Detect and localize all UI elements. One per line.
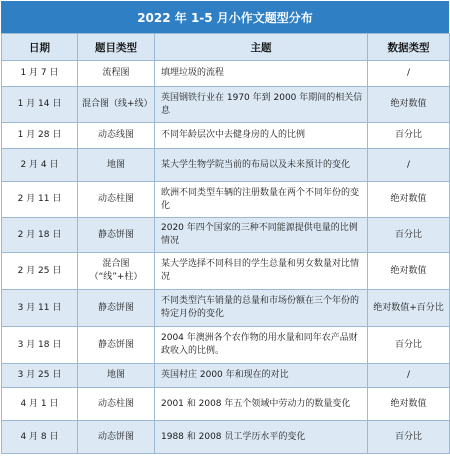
cell-date: 1 月 28 日 [2, 123, 78, 149]
cell-type: 静态饼图 [78, 327, 155, 364]
cell-topic: 1988 和 2008 员工学历水平的变化 [155, 421, 368, 454]
cell-type: 动态柱图 [78, 388, 155, 421]
table-row [2, 218, 450, 253]
cell-topic: 欧洲不同类型车辆的注册数量在两个不同年份的变化 [155, 182, 368, 218]
cell-type: 动态柱图 [78, 182, 155, 218]
cell-topic: 2020 年四个国家的三种不同能源提供电量的比例情况 [155, 218, 368, 253]
cell-date: 1 月 14 日 [2, 87, 78, 123]
cell-topic: 2001 和 2008 年五个领域中劳动力的数量变化 [155, 388, 368, 421]
cell-data-type: 百分比 [368, 218, 450, 253]
cell-topic: 某大学生物学院当前的布局以及未来预计的变化 [155, 149, 368, 182]
schedule-table [1, 33, 450, 454]
cell-data-type: 百分比 [368, 123, 450, 149]
header-date: 日期 [2, 34, 78, 61]
cell-type: 静态饼图 [78, 218, 155, 253]
table-row [2, 327, 450, 364]
table-row [2, 421, 450, 454]
cell-type: 混合图（“线”+柱） [78, 253, 155, 290]
cell-date: 3 月 11 日 [2, 290, 78, 327]
cell-topic: 英国村庄 2000 年和现在的对比 [155, 364, 368, 388]
cell-topic: 2004 年澳洲各个农作物的用水量和同年农产品财政收入的比例。 [155, 327, 368, 364]
header-row [2, 34, 450, 61]
table-row [2, 253, 450, 290]
cell-date: 2 月 18 日 [2, 218, 78, 253]
header-topic: 主题 [155, 34, 368, 61]
cell-data-type: 绝对数值 [368, 253, 450, 290]
cell-data-type: 绝对数值 [368, 87, 450, 123]
cell-topic: 不同类型汽车销量的总量和市场份额在三个年份的特定月份的变化 [155, 290, 368, 327]
cell-date: 2 月 4 日 [2, 149, 78, 182]
cell-date: 1 月 7 日 [2, 61, 78, 87]
cell-topic: 某大学选择不同科目的学生总量和男女数量对比情况 [155, 253, 368, 290]
cell-data-type: 绝对数值 [368, 388, 450, 421]
cell-type: 流程图 [78, 61, 155, 87]
cell-data-type: / [368, 149, 450, 182]
cell-date: 3 月 18 日 [2, 327, 78, 364]
cell-data-type: / [368, 364, 450, 388]
header-type: 题目类型 [78, 34, 155, 61]
table-title: 2022 年 1-5 月小作文题型分布 [1, 1, 449, 33]
table-row [2, 182, 450, 218]
table-row [2, 61, 450, 87]
table-row [2, 123, 450, 149]
cell-type: 动态线图 [78, 123, 155, 149]
table-row [2, 388, 450, 421]
cell-data-type: 百分比 [368, 327, 450, 364]
cell-type: 动态饼图 [78, 421, 155, 454]
table-row [2, 290, 450, 327]
cell-date: 3 月 25 日 [2, 364, 78, 388]
cell-topic: 填埋垃圾的流程 [155, 61, 368, 87]
table-row [2, 87, 450, 123]
table-row [2, 364, 450, 388]
cell-type: 静态饼图 [78, 290, 155, 327]
cell-data-type: 百分比 [368, 421, 450, 454]
cell-topic: 英国钢铁行业在 1970 年到 2000 年期间的相关信息 [155, 87, 368, 123]
cell-data-type: / [368, 61, 450, 87]
table-row [2, 149, 450, 182]
cell-date: 2 月 25 日 [2, 253, 78, 290]
cell-type: 混合图（线+线） [78, 87, 155, 123]
cell-date: 2 月 11 日 [2, 182, 78, 218]
cell-type: 地图 [78, 149, 155, 182]
cell-topic: 不同年龄层次中去健身房的人的比例 [155, 123, 368, 149]
header-data-type: 数据类型 [368, 34, 450, 61]
cell-data-type: 绝对数值+百分比 [368, 290, 450, 327]
cell-data-type: 绝对数值 [368, 182, 450, 218]
cell-type: 地图 [78, 364, 155, 388]
cell-date: 4 月 8 日 [2, 421, 78, 454]
cell-date: 4 月 1 日 [2, 388, 78, 421]
